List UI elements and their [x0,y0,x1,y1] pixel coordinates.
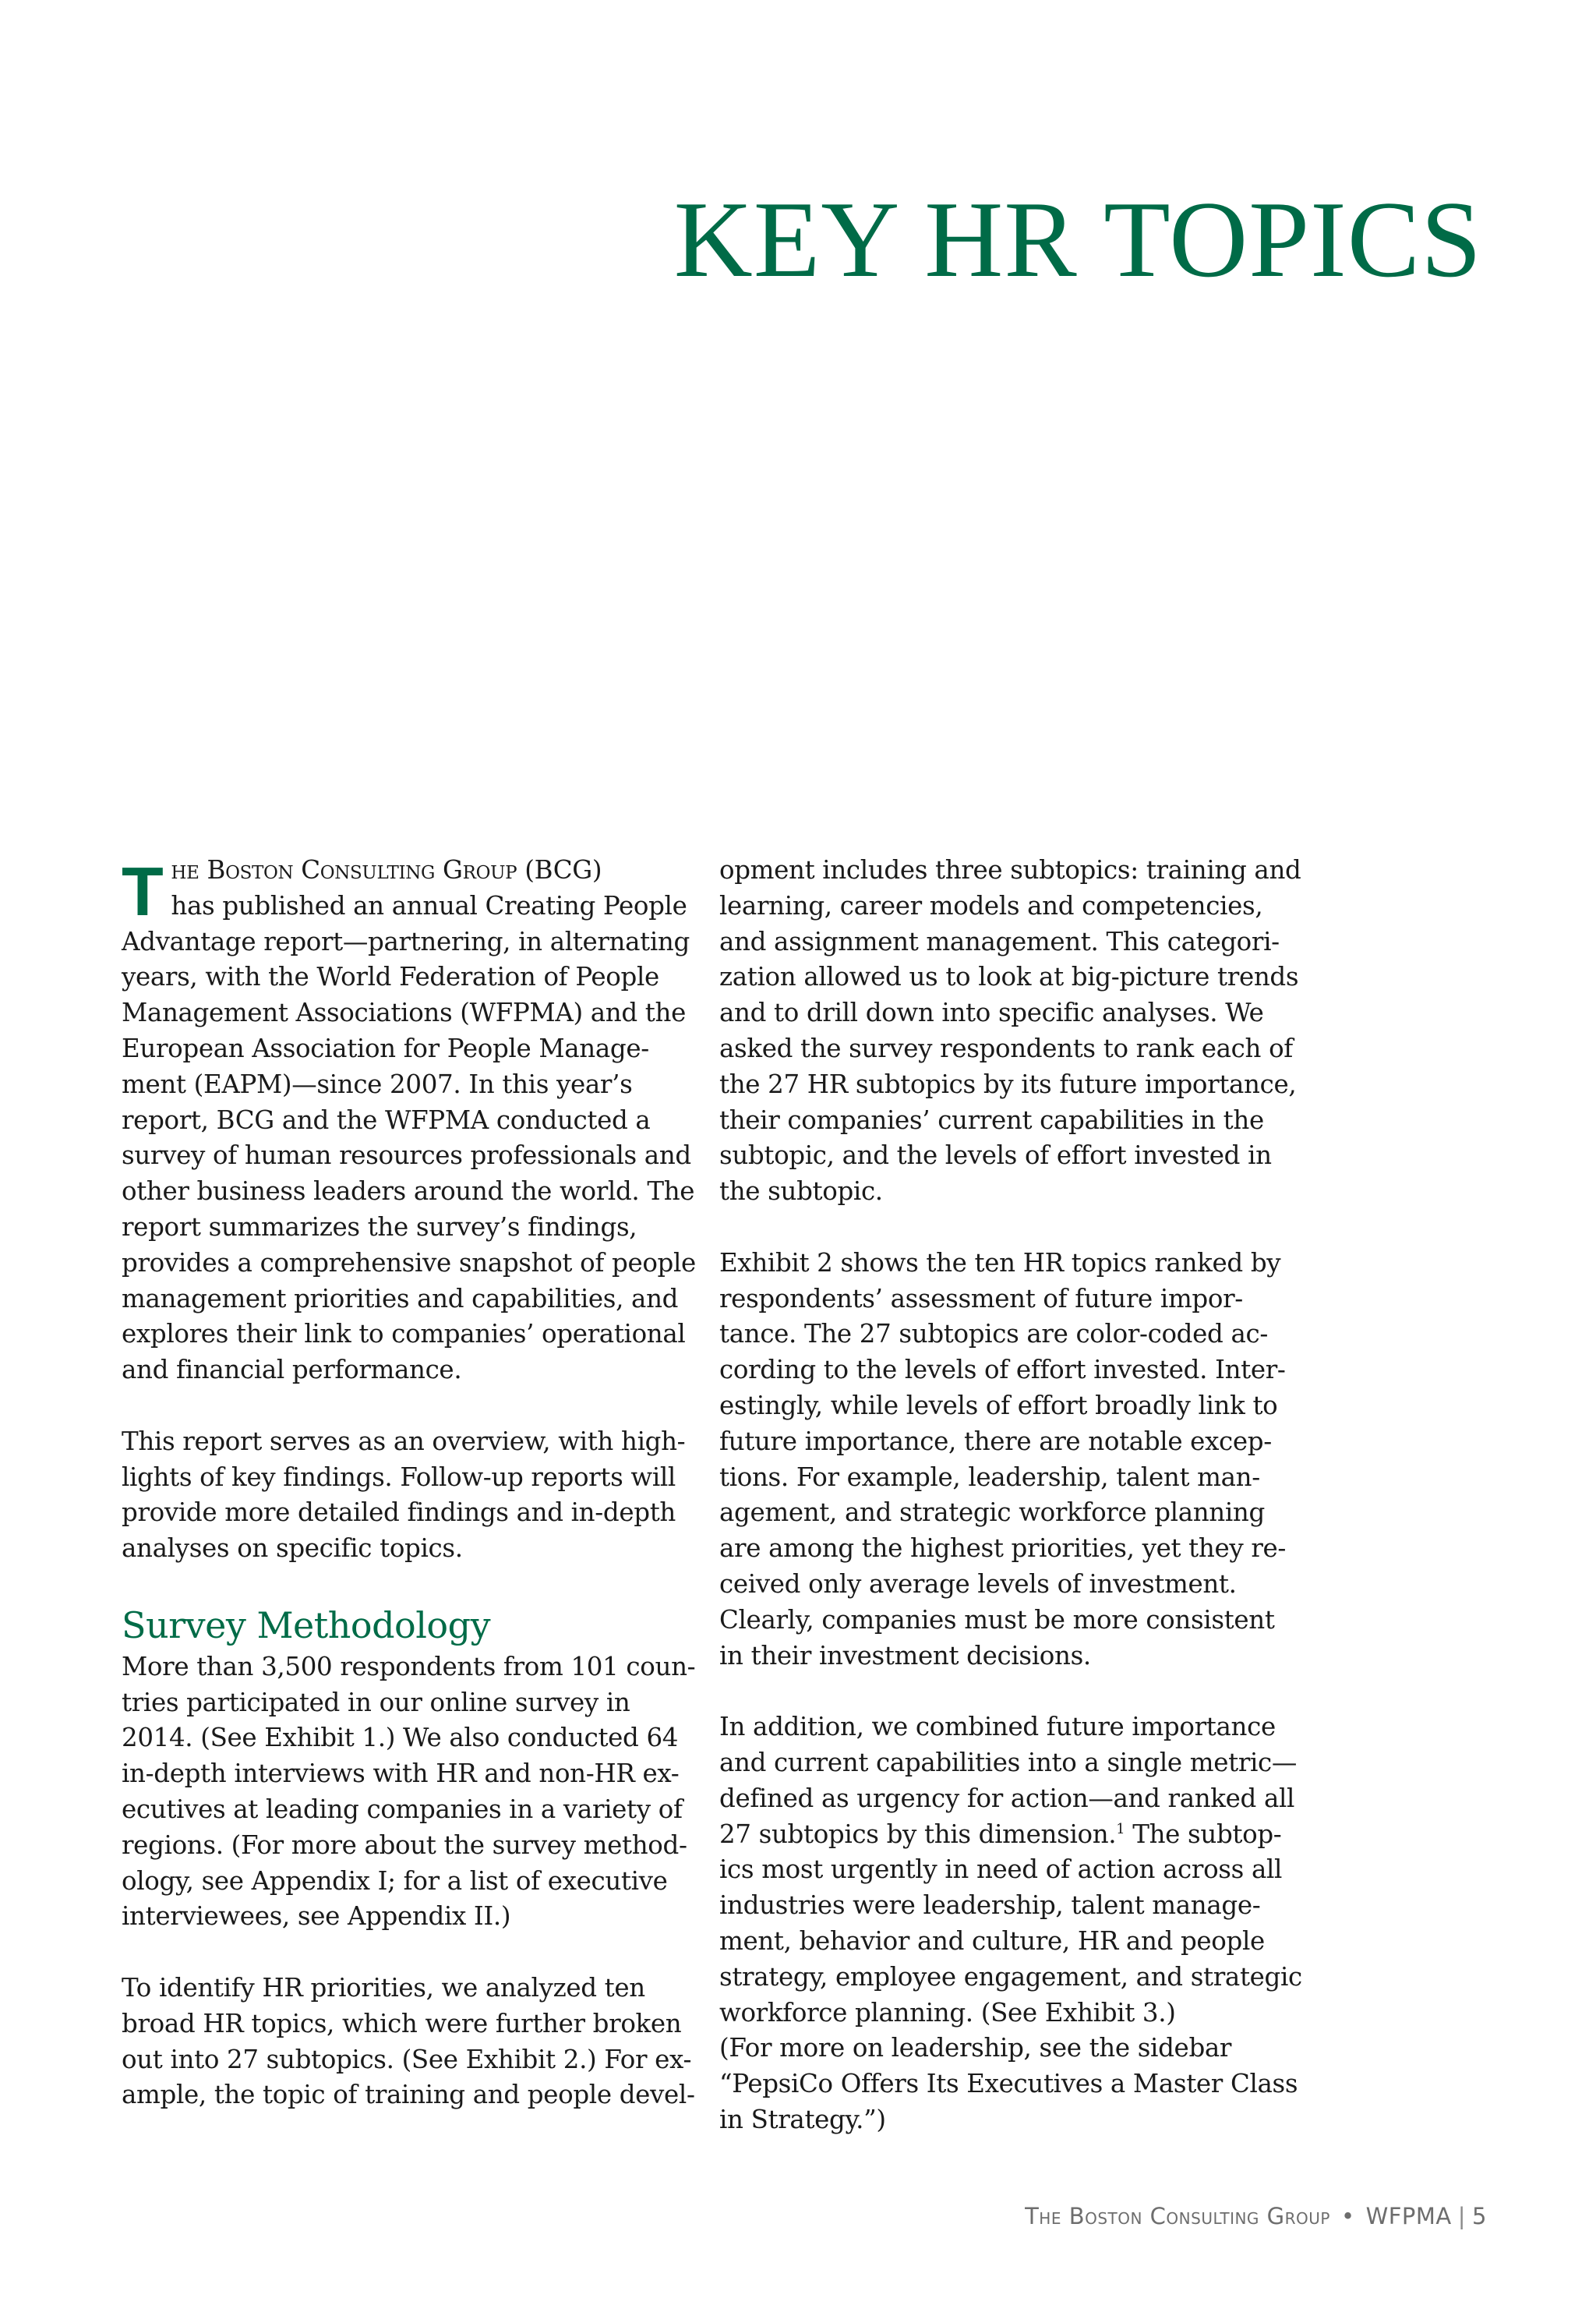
text-line: learning, career models and competencies, [719,890,1263,921]
page-title: KEY HR TOPICS [673,179,1482,300]
right-paragraph-2 [719,1246,1287,1674]
methodology-paragraph-2 [122,1971,695,2113]
text-line: explores their link to companies’ operational [122,1319,686,1349]
text-line: regions. (For more about the survey method- [122,1830,687,1860]
text-line: ment (EAPM)—since 2007. In this year’s [122,1069,633,1099]
right-para2-lines [719,1246,1287,1674]
text-line: European Association for People Manage- [122,1033,649,1063]
text-line: the 27 HR subtopics by its future importance, [719,1069,1297,1099]
right-paragraph-3 [719,1709,1302,2138]
text-line: are among the highest priorities, yet they re- [719,1533,1287,1564]
text-line: the subtopic. [719,1176,883,1207]
text-line: respondents’ assessment of future impor- [719,1283,1243,1313]
text-line: has published an annual Creating People [171,890,687,921]
text-line: in Strategy.”) [719,2104,886,2134]
text-line: and financial performance. [122,1355,462,1385]
text-line: ceived only average levels of investment. [719,1568,1237,1599]
text-line: out into 27 subtopics. (See Exhibit 2.) For ex- [122,2044,692,2074]
footnote-reference[interactable]: 1 [1116,1820,1125,1837]
text-line: broad HR topics, which were further broken [122,2008,682,2038]
intro-first-line [122,853,687,889]
text-line: Clearly, companies must be more consistent [719,1604,1275,1635]
text-line: “PepsiCo Offers Its Executives a Master Class [719,2069,1298,2099]
text-line: ample, the topic of training and people devel- [122,2080,695,2110]
text-line: To identify HR priorities, we analyzed ten [122,1972,645,2003]
text-line: 2014. (See Exhibit 1.) We also conducted 64 [122,1723,679,1753]
text-line: lights of key findings. Follow-up reports will [122,1462,676,1492]
intro-lead-rest: (BCG) [517,855,602,885]
text-line: ics most urgently in need of action across all [719,1854,1283,1885]
text-line: and to drill down into specific analyses. We [719,998,1264,1028]
overview-paragraph [122,1424,687,1567]
intro-lead-smallcaps: he Boston Consulting Group [171,855,517,885]
text-line: provide more detailed findings and in-depth [122,1497,676,1528]
text-line: Exhibit 2 shows the ten HR topics ranked by [719,1247,1281,1278]
text-line: (For more on leadership, see the sidebar [719,2033,1232,2063]
right-para1-lines [719,853,1301,1210]
text-line: and assignment management. This categori- [719,926,1280,956]
intro-lines [122,889,696,1388]
text-line: in their investment decisions. [719,1640,1091,1670]
text-line: tance. The 27 subtopics are color-coded ac- [719,1319,1268,1349]
right-para3-lines-a [719,1709,1298,1816]
left-column [122,853,696,2149]
page-number: 5 [1472,2203,1487,2229]
drop-cap: T [122,853,164,930]
text-line: report, BCG and the WFPMA conducted a [122,1105,651,1135]
text-line: ment, behavior and culture, HR and people [719,1925,1265,1956]
text-line: management priorities and capabilities, and [122,1283,679,1313]
methodology-para2-lines [122,1971,695,2113]
overview-lines [122,1424,687,1567]
footnote-line [719,1817,1284,1853]
right-paragraph-1 [719,853,1301,1210]
text-line: This report serves as an overview, with high- [122,1426,686,1456]
text-line: agement, and strategic workforce planning [719,1497,1265,1528]
footer-separator: • [1340,2203,1355,2229]
footer-divider: | [1457,2203,1467,2229]
footer-partner: WFPMA [1365,2203,1452,2229]
methodology-para1-lines [122,1649,696,1935]
text-line: Advantage report—partnering, in alternating [122,926,690,956]
text-line: analyses on specific topics. [122,1533,463,1564]
text-line: Management Associations (WFPMA) and the [122,998,686,1028]
text-line: tries participated in our online survey in [122,1687,630,1717]
text-line: ology, see Appendix I; for a list of executive [122,1865,668,1896]
methodology-paragraph-1 [122,1649,696,1935]
section-heading-survey-methodology: Survey Methodology [122,1603,491,1646]
text-line: defined as urgency for action—and ranked all [719,1783,1295,1813]
text-line: other business leaders around the world. The [122,1176,695,1207]
right-para3-lines-b [719,1852,1302,2137]
text-line: cording to the levels of effort invested. Inter- [719,1355,1286,1385]
text-line: interviewees, see Appendix II.) [122,1901,511,1932]
text-line: future importance, there are notable excep- [719,1426,1272,1456]
intro-paragraph [122,853,696,1388]
text-line: zation allowed us to look at big-picture trends [719,962,1299,992]
text-line: workforce planning. (See Exhibit 3.) [719,1997,1176,2028]
text-line: in-depth interviews with HR and non-HR ex- [122,1759,680,1789]
text-line: and current capabilities into a single metric— [719,1747,1298,1777]
text-line: tions. For example, leadership, talent man- [719,1462,1260,1492]
text-line: ecutives at leading companies in a variety of [122,1794,683,1824]
text-line: their companies’ current capabilities in the [719,1105,1264,1135]
right-column [719,853,1302,2173]
text-line: survey of human resources professionals and [122,1140,691,1171]
page-footer [1025,2203,1487,2229]
text-line: estingly, while levels of effort broadly link to [719,1390,1278,1420]
text-line: More than 3,500 respondents from 101 coun- [122,1651,696,1681]
footnote-line-end: The subtop- [1125,1819,1282,1849]
text-line: report summarizes the survey’s findings, [122,1211,637,1242]
footnote-line-start: 27 subtopics by this dimension. [719,1819,1117,1849]
text-line: In addition, we combined future importance [719,1712,1276,1742]
text-line: provides a comprehensive snapshot of people [122,1247,696,1278]
text-line: strategy, employee engagement, and strategic [719,1961,1302,1992]
text-line: asked the survey respondents to rank each of [719,1033,1293,1063]
footer-org: The Boston Consulting Group [1025,2203,1330,2229]
text-line: years, with the World Federation of People [122,962,659,992]
text-line: opment includes three subtopics: training and [719,855,1301,885]
text-line: subtopic, and the levels of effort invested in [719,1140,1272,1171]
text-line: industries were leadership, talent manage- [719,1890,1261,1921]
